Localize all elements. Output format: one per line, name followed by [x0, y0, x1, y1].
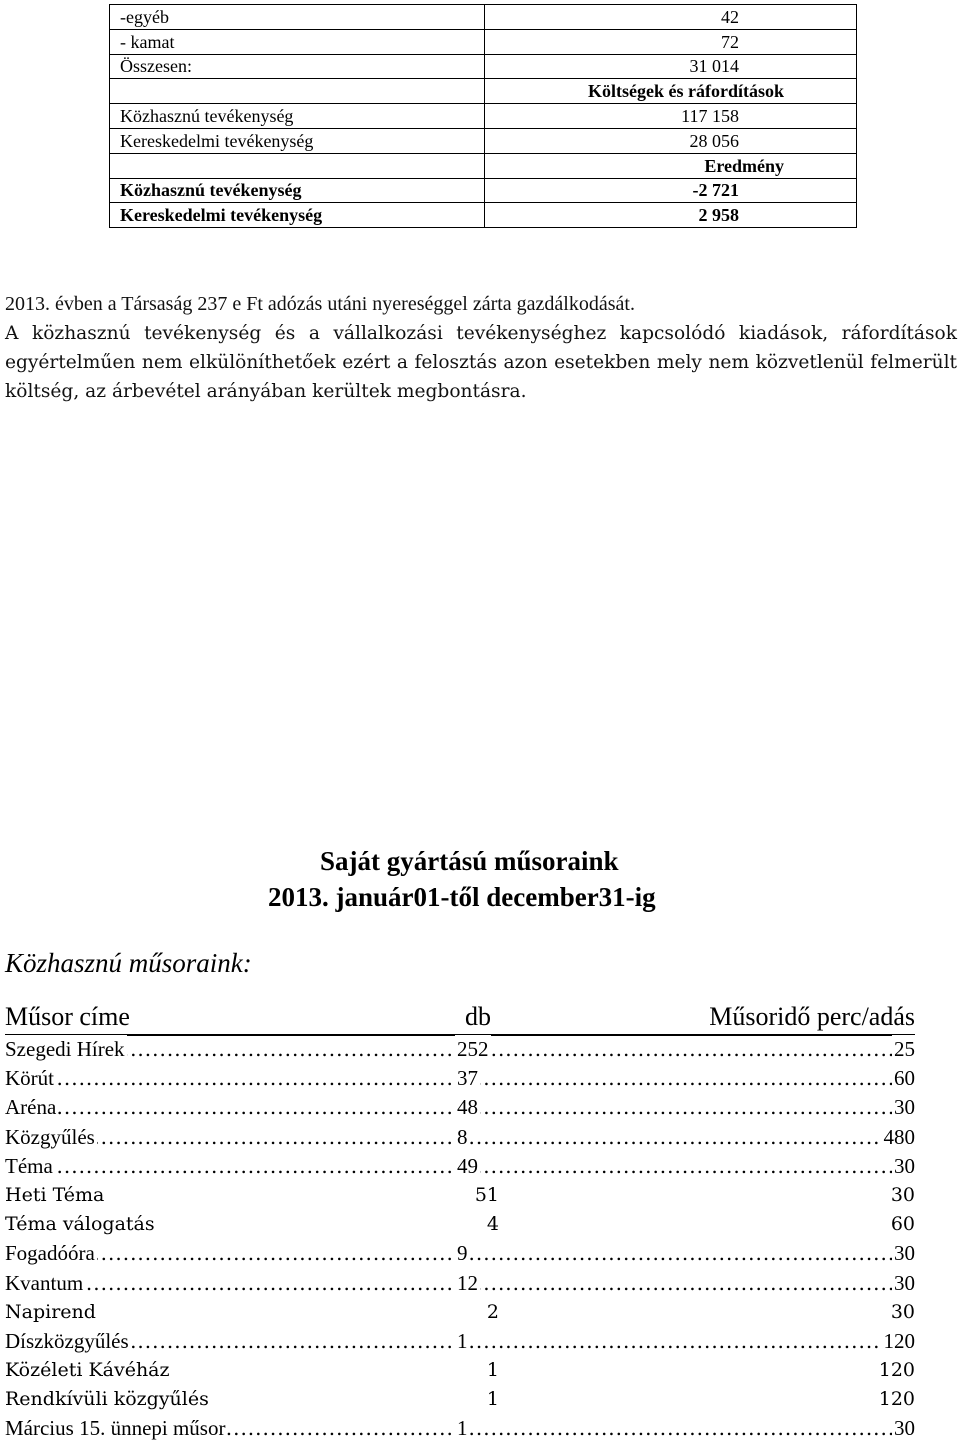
paragraph-intro: 2013. évben a Társaság 237 e Ft adózás utáni nyereséggel zárta gazdálkodását. [5, 293, 635, 315]
finance-label: Közhasznú tevékenység [110, 178, 485, 203]
program-name: Körút [5, 1064, 56, 1093]
program-count: 51 [455, 1181, 499, 1210]
program-name: Március 15. ünnepi műsor [5, 1414, 227, 1443]
program-name: Fogadóóra [5, 1239, 97, 1268]
program-name: Közéleti Kávéház [5, 1356, 172, 1385]
program-duration: 25 [892, 1035, 915, 1064]
program-name: Heti Téma [5, 1181, 106, 1210]
program-duration: 30 [892, 1152, 915, 1181]
program-name: Kvantum [5, 1269, 85, 1298]
program-row [5, 1414, 915, 1443]
finance-row [110, 128, 857, 153]
program-name: Szegedi Hírek [5, 1035, 127, 1064]
program-row [5, 1210, 915, 1239]
program-count: 1 [455, 1385, 499, 1414]
program-row [5, 1093, 915, 1122]
programs-header [5, 1000, 915, 1036]
program-count: 49 [455, 1152, 480, 1181]
program-count: 8 [455, 1123, 470, 1152]
finance-row [110, 54, 857, 79]
program-name: Rendkívüli közgyűlés [5, 1385, 211, 1414]
finance-row [110, 5, 857, 30]
program-duration: 30 [892, 1093, 915, 1122]
program-duration: 120 [877, 1385, 915, 1414]
finance-label: Közhasznú tevékenység [110, 104, 485, 129]
program-count: 37 [455, 1064, 480, 1093]
section-label: Közhasznú műsoraink: [5, 948, 252, 978]
finance-label: Összesen: [110, 54, 485, 79]
program-count: 1 [455, 1414, 470, 1443]
finance-label: - kamat [110, 29, 485, 54]
program-count: 1 [455, 1327, 470, 1356]
programs-list [5, 1035, 915, 1444]
finance-table [109, 4, 857, 228]
program-name: Téma [5, 1152, 55, 1181]
finance-label: Kereskedelmi tevékenység [110, 203, 485, 228]
programs-title-line2: 2013. január01-től december31-ig [268, 882, 656, 912]
finance-value: 28 056 [485, 128, 857, 153]
finance-row [110, 104, 857, 129]
program-count: 9 [455, 1239, 470, 1268]
program-name: Aréna [5, 1093, 58, 1122]
program-duration: 30 [892, 1239, 915, 1268]
program-row [5, 1239, 915, 1268]
finance-value: 42 [485, 5, 857, 30]
finance-section-heading: Eredmény [485, 153, 857, 178]
program-row [5, 1298, 915, 1327]
program-count: 1 [455, 1356, 499, 1385]
finance-label: Kereskedelmi tevékenység [110, 128, 485, 153]
program-count: 12 [455, 1269, 480, 1298]
program-row [5, 1269, 915, 1298]
program-row [5, 1327, 915, 1356]
finance-value: 117 158 [485, 104, 857, 129]
finance-row [110, 153, 857, 178]
finance-value: 72 [485, 29, 857, 54]
finance-row [110, 203, 857, 228]
program-row [5, 1385, 915, 1414]
program-name: Napirend [5, 1298, 98, 1327]
summary-paragraph [5, 290, 957, 406]
program-row [5, 1152, 915, 1181]
finance-label [110, 79, 485, 104]
finance-table-body [110, 5, 857, 228]
header-count: db [465, 1002, 491, 1031]
paragraph-body: A közhasznú tevékenység és a vállalkozási tevékenységhez kapcsolódó kiadások, ráfordítások egyértelműen nem elkülöníthetőek ezért a felosztás azon esetekben mely nem közvetlenül felmerült költség, az árbevétel arányában kerültek megbontásra. [5, 323, 957, 402]
program-duration: 120 [882, 1327, 916, 1356]
programs-title-line1: Saját gyártású műsoraink [320, 846, 619, 876]
program-duration: 30 [892, 1269, 915, 1298]
programs-title [250, 843, 800, 915]
finance-row [110, 79, 857, 104]
program-row [5, 1064, 915, 1093]
program-row [5, 1181, 915, 1210]
program-duration: 120 [877, 1356, 915, 1385]
program-duration: 60 [889, 1210, 915, 1239]
program-name: Téma válogatás [5, 1210, 157, 1239]
header-program-name: Műsor címe [5, 1002, 130, 1031]
program-count: 48 [455, 1093, 480, 1122]
finance-section-heading: Költségek és ráfordítások [485, 79, 857, 104]
finance-label [110, 153, 485, 178]
program-duration: 480 [882, 1123, 916, 1152]
program-duration: 30 [889, 1181, 915, 1210]
header-duration: Műsoridő perc/adás [709, 1002, 915, 1031]
finance-row [110, 178, 857, 203]
finance-value: 31 014 [485, 54, 857, 79]
program-name: Díszközgyűlés [5, 1327, 131, 1356]
program-count: 4 [455, 1210, 499, 1239]
program-row [5, 1035, 915, 1064]
finance-row [110, 29, 857, 54]
program-row [5, 1356, 915, 1385]
finance-label: -egyéb [110, 5, 485, 30]
program-count: 252 [455, 1035, 491, 1064]
finance-value: 2 958 [485, 203, 857, 228]
program-duration: 60 [892, 1064, 915, 1093]
program-name: Közgyűlés [5, 1123, 97, 1152]
program-duration: 30 [892, 1414, 915, 1443]
program-count: 2 [455, 1298, 499, 1327]
program-duration: 30 [889, 1298, 915, 1327]
finance-value: -2 721 [485, 178, 857, 203]
program-row [5, 1123, 915, 1152]
